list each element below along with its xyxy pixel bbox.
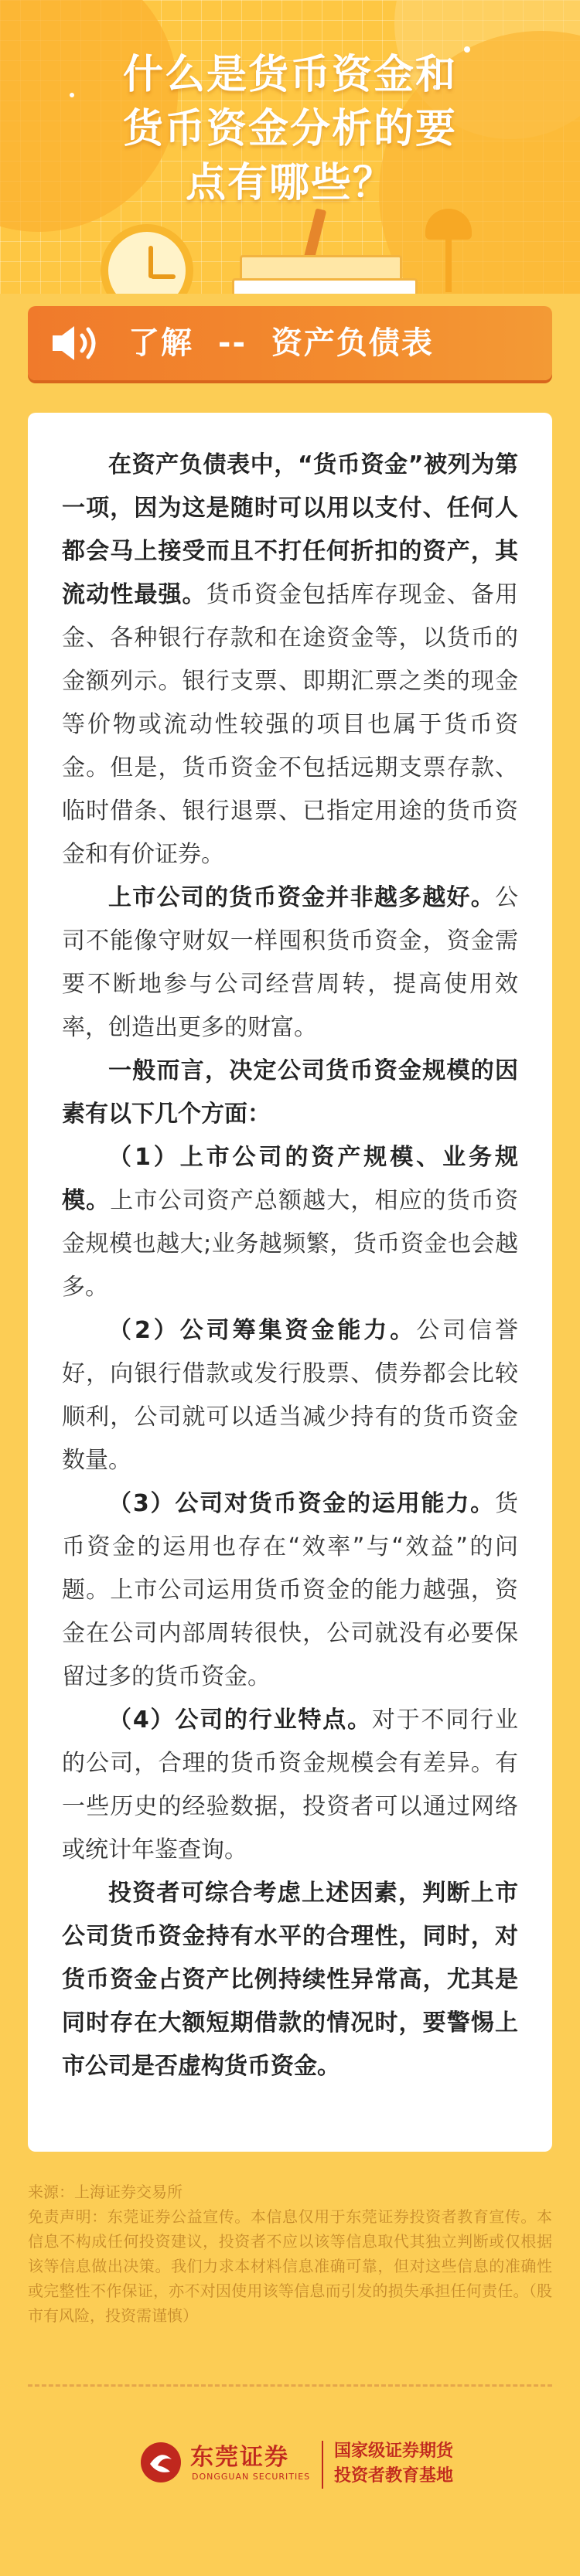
brand-separator [322,2441,323,2489]
lamp-icon [410,209,472,294]
paragraph [62,444,518,876]
disclaimer-text: 免责声明：东莞证券公益宣传。本信息仅用于东莞证券投资者教育宣传。本信息不构成任何投资建议，投资者不应以该等信息取代其独立判断或仅根据该等信息做出决策。我们力求本材料信息准确可靠，但对这些信息的准确性或完整性不作保证，亦不对因使用该等信息而引发的损失承担任何责任。（股市有风险，投资需谨慎） [28,2207,552,2325]
brand-footer [116,2427,464,2504]
brand-logo-icon [139,2441,183,2484]
paragraph-bold: 在资产负债表中，“货币资金”被列为第一项，因为这是随时可以用以支付、任何人都会马上接受而且不打任何折扣的资产，其流动性最强。 [62,451,518,608]
section-banner [28,306,552,380]
page-title [0,48,580,210]
paragraph-text: 公司不能像守财奴一样囤积货币资金，资金需要不断地参与公司经营周转，提高使用效率，创造出更多的财富。 [62,884,518,1041]
paragraph [62,1136,518,1309]
brand-base-line: 投资者教育基地 [334,2466,454,2486]
speaker-icon [49,322,104,365]
paragraph-text: 对于不同行业的公司，合理的货币资金规模会有差异。有一些历史的经验数据，投资者可以通过网络或统计年鉴查询。 [62,1707,519,1863]
paragraph-text: 货币资金的运用也存在“效率”与“效益”的问题。上市公司运用货币资金的能力越强，资金在公司内部周转很快，公司就没有必要保留过多的货币资金。 [62,1490,518,1690]
title-line: 什么是货币资金和 [122,52,457,98]
content-card [28,413,552,2152]
paragraph-text: 公司信誉好，向银行借款或发行股票、债券都会比较顺利，公司就可以适当减少持有的货币资金数量。 [62,1317,519,1474]
paragraph [62,1699,518,1872]
paragraph [62,1309,518,1482]
header-area [0,0,580,294]
title-line: 货币资金分析的要 [122,106,457,152]
source-text: 来源：上海证券交易所 [28,2183,183,2201]
banner-title: 了解 -- 资产负债表 [128,325,434,361]
brand-name: 东莞证券 [190,2444,289,2471]
clock-icon [101,224,193,294]
paragraph [62,1872,518,2088]
book-icon [232,278,418,294]
paragraph [62,1050,518,1136]
paragraph-bold: 投资者可综合考虑上述因素，判断上市公司货币资金持有水平的合理性，同时，对货币资金占资产比例持续性异常高，尤其是同时存在大额短期借款的情况时，要警惕上市公司是否虚构货币资金。 [62,1880,518,2080]
paragraph-bold: （3）公司对货币资金的运用能力。 [108,1490,495,1517]
brand-base-text [334,2439,453,2489]
paragraph-text: 货币资金包括库存现金、备用金、各种银行存款和在途资金等，以货币的金额列示。银行支票、即期汇票之类的现金等价物或流动性较强的项目也属于货币资金。但是，货币资金不包括远期支票存款、临时借条、银行退票、已指定用途的货币资金和有价证券。 [62,581,519,868]
paragraph-bold: 上市公司的货币资金并非越多越好。 [108,884,495,911]
paragraph [62,876,518,1050]
paragraph-text: 上市公司资产总额越大，相应的货币资金规模也越大;业务越频繁，货币资金也会越多。 [62,1187,519,1301]
footer-notes [28,2180,552,2328]
paragraph-bold: 一般而言，决定公司货币资金规模的因素有以下几个方面： [62,1057,518,1128]
title-line: 点有哪些？ [185,160,394,206]
paragraph-bold: （1）上市公司的资产规模、业务规模。 [62,1144,518,1214]
paragraph-bold: （4）公司的行业特点。 [108,1707,372,1734]
paragraph [62,1482,518,1699]
desk-illustration [85,209,518,294]
dashed-divider [28,2384,552,2387]
paragraph-bold: （2）公司筹集资金能力。 [108,1317,417,1344]
brand-subtitle: DONGGUAN SECURITIES [192,2472,311,2482]
brand-base-line: 国家级证券期货 [334,2442,454,2461]
